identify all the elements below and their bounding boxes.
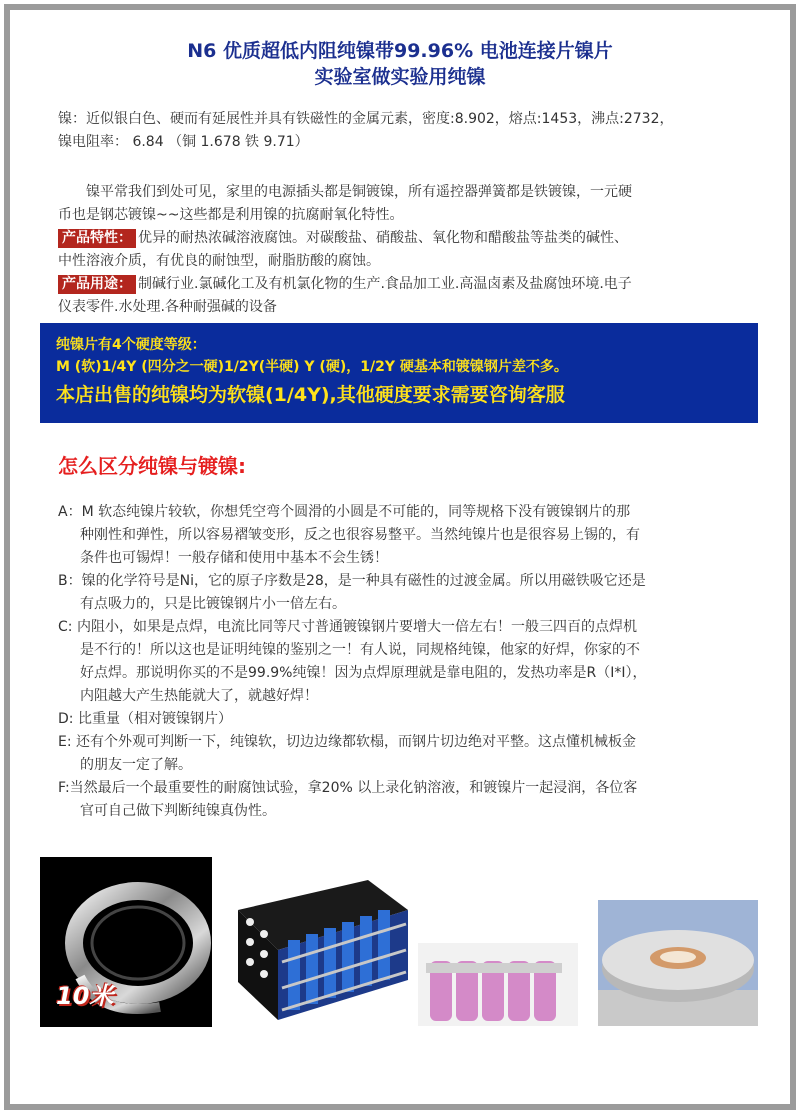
- page-title: N6 优质超低内阻纯镍带99.96% 电池连接片镍片: [187, 40, 613, 62]
- strip-length-caption: 10米: [56, 982, 114, 1010]
- qa-item-e: [58, 731, 758, 777]
- qa-line: E: 还有个外观可判断一下，纯镍软，切边边缘都软榻，而钢片切边绝对平整。这点懂机械板金: [58, 734, 637, 750]
- hardness-banner: [40, 323, 758, 423]
- qa-line: B：镍的化学符号是Ni，它的原子序数是28，是一种具有磁性的过渡金属。所以用磁铁吸它还是: [58, 573, 646, 589]
- distinguish-heading: 怎么区分纯镍与镀镍:: [58, 454, 246, 478]
- qa-line: F:当然最后一个最重要性的耐腐蚀试验，拿20% 以上录化钠溶液，和镀镍片一起浸润，各位客: [58, 780, 638, 796]
- qa-item-b: [58, 570, 758, 616]
- qa-item-a: [58, 501, 758, 570]
- qa-item-d: [58, 708, 758, 731]
- qa-line: 的朋友一定了解。: [80, 757, 192, 773]
- features-line: [58, 227, 758, 250]
- qa-item-f: [58, 777, 758, 823]
- qa-list: [58, 501, 758, 823]
- page-subtitle: 实验室做实验用纯镍: [314, 66, 486, 88]
- qa-line: 内阻越大产生热能就大了，就越好焊！: [80, 688, 318, 704]
- qa-line: 是不行的！所以这也是证明纯镍的鉴别之一！有人说，同规格纯镍，他家的好焊，你家的不: [80, 642, 640, 658]
- features-tag: 产品特性：: [58, 229, 136, 248]
- applications-tag: 产品用途：: [58, 275, 136, 294]
- nickel-coil-image: [598, 900, 758, 1026]
- qa-line: D: 比重量（相对镀镍钢片）: [58, 711, 232, 727]
- features-text: 优异的耐热浓碱溶液腐蚀。对碳酸盐、硝酸盐、氧化物和醋酸盐等盐类的碱性、: [138, 230, 628, 246]
- hardness-levels: M (软)1/4Y (四分之一硬)1/2Y(半硬) Y (硬)，1/2Y 硬基本和镀镍钢片差不多。: [56, 359, 568, 375]
- qa-line: 种刚性和弹性，所以容易褶皱变形，反之也很容易整平。当然纯镍片也是很容易上锡的，有: [80, 527, 640, 543]
- qa-line: A：M 软态纯镍片较软，你想凭空弯个圆滑的小圆是不可能的，同等规格下没有镀镍钢片的那: [58, 504, 631, 520]
- nickel-coil-photo: [598, 900, 758, 1026]
- qa-line: 官可自己做下判断纯镍真伪性。: [80, 803, 276, 819]
- intro-paragraph: [58, 108, 758, 154]
- qa-item-c: [58, 616, 758, 708]
- intro-line: 镍：近似银白色、硬而有延展性并具有铁磁性的金属元素，密度:8.902，熔点:1453，沸点:2732，: [58, 111, 674, 127]
- intro-line: 镍电阻率： 6.84 （铜 1.678 铁 9.71）: [58, 134, 309, 150]
- pink-cells-photo: [418, 943, 578, 1026]
- qa-line: C: 内阻小，如果是点焊，电流比同等尺寸普通镀镍钢片要增大一倍左右！一般三四百的点焊机: [58, 619, 637, 635]
- battery-pack-image: [218, 870, 414, 1032]
- qa-line: 有点吸力的，只是比镀镍钢片小一倍左右。: [80, 596, 346, 612]
- pink-cells-image: [418, 943, 578, 1026]
- qa-line: 条件也可锡焊！一般存储和使用中基本不会生锈！: [80, 550, 388, 566]
- applications-line: [58, 273, 758, 296]
- hardness-heading: 纯镍片有4个硬度等级：: [56, 337, 206, 353]
- usage-paragraph: [58, 181, 758, 319]
- battery-pack-photo: [218, 870, 414, 1032]
- usage-line: 币也是钢芯镀镍~~这些都是利用镍的抗腐耐氧化特性。: [58, 207, 404, 223]
- hardness-notice: 本店出售的纯镍均为软镍(1/4Y),其他硬度要求需要咨询客服: [56, 384, 565, 406]
- applications-text: 制碱行业.氯碱化工及有机氯化物的生产.食品加工业.高温卤素及盐腐蚀环境.电子: [138, 276, 632, 292]
- features-line: 中性溶液介质，有优良的耐蚀型，耐脂肪酸的腐蚀。: [58, 253, 380, 269]
- nickel-strip-roll-photo: [40, 857, 212, 1027]
- usage-line: 镍平常我们到处可见，家里的电源插头都是铜镀镍，所有遥控器弹簧都是铁镀镍，一元硬: [86, 184, 632, 200]
- applications-line: 仪表零件.水处理.各种耐强碱的设备: [58, 299, 277, 315]
- qa-line: 好点焊。那说明你买的不是99.9%纯镍！因为点焊原理就是靠电阻的，发热功率是R（I*I），: [80, 665, 647, 681]
